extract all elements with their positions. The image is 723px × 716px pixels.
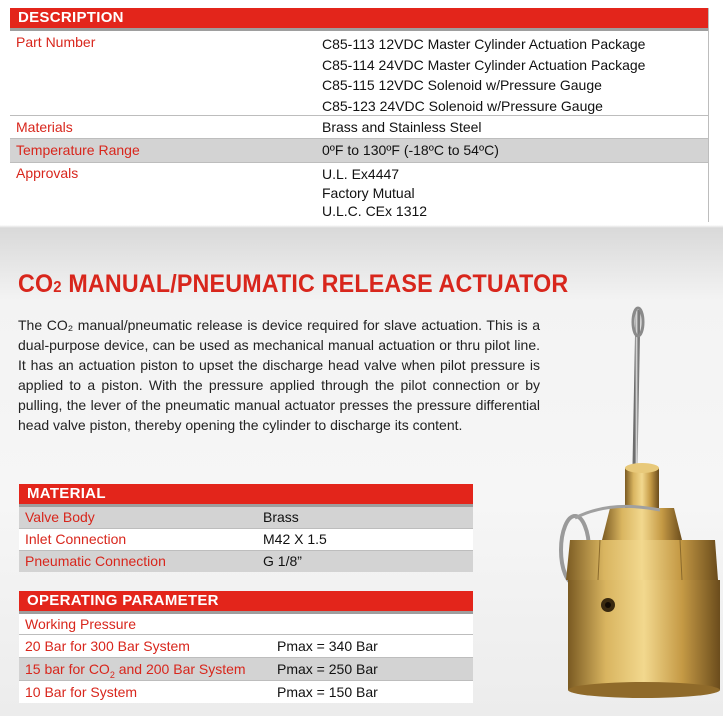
working-pressure-label: Working Pressure bbox=[25, 616, 137, 632]
description-paragraph: The CO₂ manual/pneumatic release is device required for slave actuation. This is a dual-purpose device, can be used as mechanical manual actuation or thru pilot line. It has an actuation piston to upset the discharge head valve when pilot pressure is applied to a piston. With the pressure applied through the pilot connection or by pulling, the lever of the pneumatic manual actuator presses the pressure differential head valve piston, thereby opening the cylinder to discharge its content. bbox=[18, 317, 540, 433]
pressure-label-text: 10 Bar for System bbox=[25, 684, 138, 700]
valve-body-label: Valve Body bbox=[25, 509, 95, 525]
part-number-values bbox=[322, 34, 645, 116]
title-prefix: CO bbox=[18, 270, 54, 298]
title-subscript: 2 bbox=[53, 279, 62, 296]
table-row-temperature bbox=[10, 139, 708, 163]
pressure-label-text: 20 Bar for 300 Bar System bbox=[25, 638, 190, 654]
part-number-value: C85-114 24VDC Master Cylinder Actuation Package bbox=[322, 56, 646, 73]
temperature-value: 0ºF to 130ºF (-18ºC to 54ºC) bbox=[322, 142, 499, 158]
table-row-pneumatic-connection bbox=[19, 551, 473, 572]
inlet-connection-value: M42 X 1.5 bbox=[263, 531, 327, 547]
part-number-value: C85-123 24VDC Solenoid w/Pressure Gauge bbox=[322, 97, 603, 114]
material-header: MATERIAL bbox=[19, 484, 473, 507]
pressure-label bbox=[25, 681, 137, 703]
pressure-label-text: 15 bar for CO bbox=[25, 661, 110, 677]
material-table bbox=[19, 484, 473, 572]
page-title bbox=[18, 270, 568, 299]
approvals-values bbox=[322, 165, 427, 221]
table-row-pressure bbox=[19, 635, 473, 658]
pressure-label bbox=[25, 635, 190, 657]
table-row-pressure bbox=[19, 658, 473, 681]
approvals-label: Approvals bbox=[16, 165, 79, 181]
description-table bbox=[10, 8, 709, 222]
materials-label: Materials bbox=[16, 119, 73, 135]
pressure-value: Pmax = 340 Bar bbox=[277, 638, 378, 654]
pneumatic-connection-label: Pneumatic Connection bbox=[25, 553, 166, 569]
operating-parameter-table bbox=[19, 591, 473, 703]
title-rest: MANUAL/PNEUMATIC RELEASE ACTUATOR bbox=[61, 270, 569, 298]
pressure-value: Pmax = 150 Bar bbox=[277, 684, 378, 700]
description-header: DESCRIPTION bbox=[10, 8, 708, 31]
part-number-value: C85-113 12VDC Master Cylinder Actuation Package bbox=[322, 36, 646, 52]
pneumatic-connection-value: G 1/8” bbox=[263, 553, 302, 569]
table-row-valve-body bbox=[19, 507, 473, 529]
hex-body bbox=[566, 540, 718, 580]
temperature-label: Temperature Range bbox=[16, 142, 140, 158]
table-row-approvals bbox=[10, 163, 708, 221]
part-number-label: Part Number bbox=[16, 34, 96, 50]
materials-value: Brass and Stainless Steel bbox=[322, 119, 482, 135]
valve-body-value: Brass bbox=[263, 509, 299, 525]
table-row-pressure bbox=[19, 681, 473, 703]
top-cap bbox=[625, 468, 659, 508]
pressure-label-text: and 200 Bar System bbox=[114, 661, 246, 677]
table-row-inlet-connection bbox=[19, 529, 473, 551]
approval-value: U.L. Ex4447 bbox=[322, 166, 400, 182]
operating-header: OPERATING PARAMETER bbox=[19, 591, 473, 614]
approval-value: Factory Mutual bbox=[322, 184, 415, 201]
pressure-label-subscript: 2 bbox=[109, 669, 115, 680]
actuator-product-image bbox=[540, 300, 723, 705]
pressure-value: Pmax = 250 Bar bbox=[277, 661, 378, 677]
approval-value: U.L.C. CEx 1312 bbox=[322, 203, 428, 219]
table-row-materials bbox=[10, 116, 708, 139]
table-row-part-number bbox=[10, 31, 708, 116]
table-row-working-pressure bbox=[19, 614, 473, 635]
neck bbox=[602, 508, 682, 540]
inlet-connection-label: Inlet Connection bbox=[25, 531, 127, 547]
main-body bbox=[568, 580, 720, 690]
part-number-value: C85-115 12VDC Solenoid w/Pressure Gauge bbox=[322, 77, 602, 93]
